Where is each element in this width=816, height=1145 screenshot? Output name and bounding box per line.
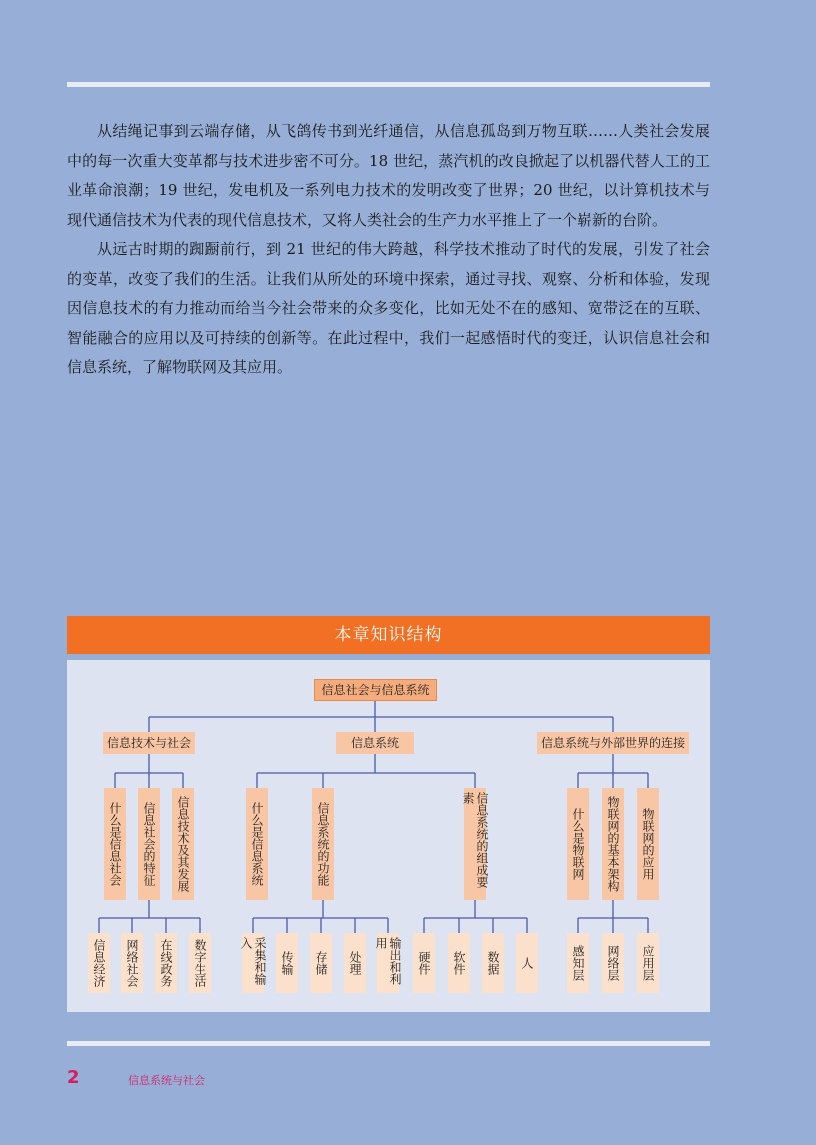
intro-text <box>67 117 710 383</box>
node-l4-hardware: 硬件 <box>413 933 435 993</box>
node-l4-transmit: 传输 <box>276 933 298 993</box>
node-l3-info-tech-development: 信息技术及其发展 <box>172 788 194 900</box>
page-number: 2 <box>67 1067 80 1088</box>
bottom-rule <box>67 1041 710 1046</box>
node-l4-online-government: 在线政务 <box>155 933 177 993</box>
node-l2-external-link: 信息系统与外部世界的连接 <box>537 732 689 754</box>
node-l4-process: 处理 <box>344 933 366 993</box>
node-l3-info-society-features: 信息社会的特征 <box>138 788 160 900</box>
running-title: 信息系统与社会 <box>128 1074 205 1087</box>
node-l2-tech-society: 信息技术与社会 <box>103 732 195 754</box>
node-l4-store: 存储 <box>310 933 332 993</box>
intro-paragraph-2: 从远古时期的踟蹰前行，到 21 世纪的伟大跨越，科学技术推动了时代的发展，引发了社会的变革，改变了我们的生活。让我们从所处的环境中探索，通过寻找、观察、分析和体验，发现因信息技术的有力推动而给当今社会带来的众多变化，比如无处不在的感知、宽带泛在的互联、智能融合的应用以及可持续的创新等。在此过程中，我们一起感悟时代的变迁，认识信息社会和信息系统，了解物联网及其应用。 <box>67 240 710 376</box>
node-l4-output-use: 输出和利用 <box>377 933 399 993</box>
knowledge-structure-banner: 本章知识结构 <box>67 616 710 654</box>
node-l3-info-system-functions: 信息系统的功能 <box>312 788 334 900</box>
node-l3-what-info-society: 什么是信息社会 <box>104 788 126 900</box>
top-rule <box>67 82 710 87</box>
node-l3-what-info-system: 什么是信息系统 <box>246 788 268 900</box>
node-l4-data: 数据 <box>482 933 504 993</box>
knowledge-structure-panel <box>67 660 710 1012</box>
node-l4-software: 软件 <box>448 933 470 993</box>
node-l3-info-system-elements: 信息系统的组成要素 <box>464 788 486 900</box>
node-l4-perception-layer: 感知层 <box>567 933 589 993</box>
node-root: 信息社会与信息系统 <box>314 679 437 701</box>
node-l4-info-economy: 信息经济 <box>88 933 110 993</box>
node-l3-iot-architecture: 物联网的基本架构 <box>602 788 624 900</box>
node-l4-digital-life: 数字生活 <box>189 933 211 993</box>
node-l4-network-society: 网络社会 <box>121 933 143 993</box>
node-l3-what-iot: 什么是物联网 <box>567 788 589 900</box>
node-l4-network-layer: 网络层 <box>602 933 624 993</box>
node-l3-iot-applications: 物联网的应用 <box>637 788 659 900</box>
node-l4-people: 人 <box>516 933 538 993</box>
intro-paragraph-1: 从结绳记事到云端存储，从飞鸽传书到光纤通信，从信息孤岛到万物互联……人类社会发展中的每一次重大变革都与技术进步密不可分。18 世纪，蒸汽机的改良掀起了以机器代替人工的工业革命浪潮；19 世纪，发电机及一系列电力技术的发明改变了世界；20 世纪，以计算机技术与现代通信技术为代表的现代信息技术，又将人类社会的生产力水平推上了一个崭新的台阶。 <box>67 122 710 229</box>
node-l2-info-system: 信息系统 <box>336 732 414 754</box>
node-l4-collect-input: 采集和输入 <box>242 933 264 993</box>
node-l4-application-layer: 应用层 <box>637 933 659 993</box>
